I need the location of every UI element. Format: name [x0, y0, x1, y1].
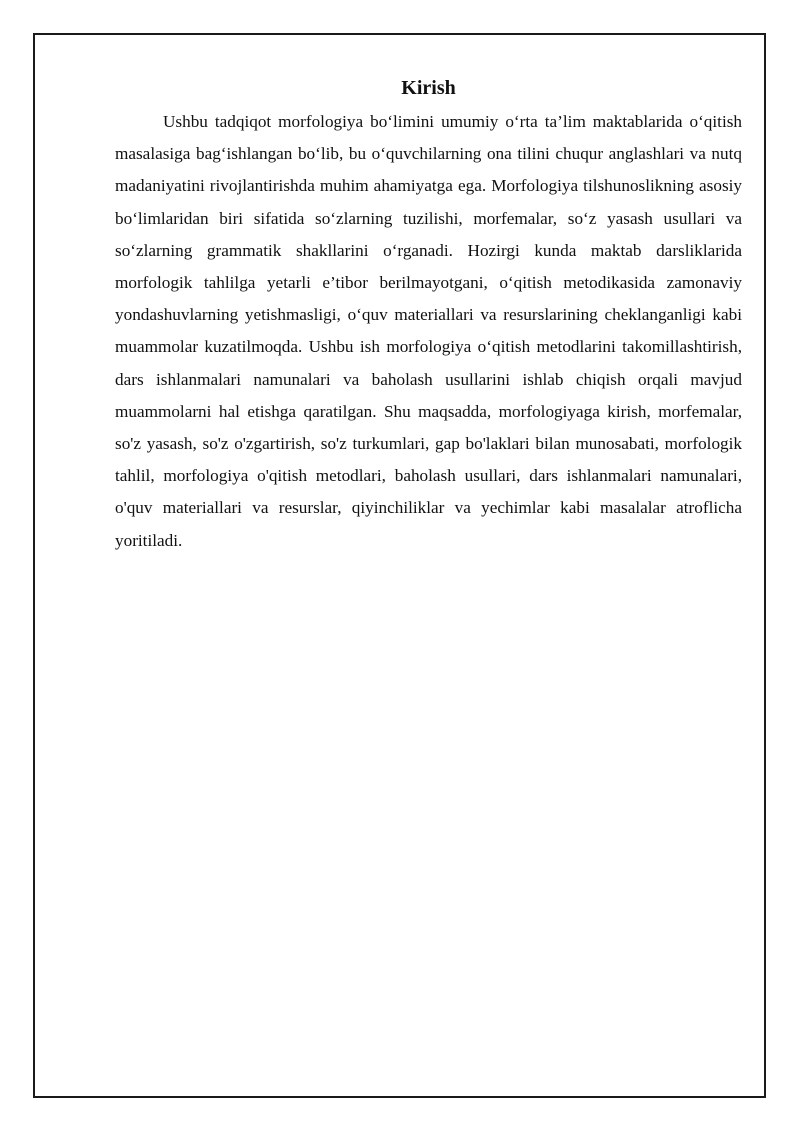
body-paragraph: Ushbu tadqiqot morfologiya bo‘limini umumiy o‘rta ta’lim maktablarida o‘qitish masalasiga bag‘ishlangan bo‘lib, bu o‘quvchilarning ona tilini chuqur anglashlari va nutq madaniyatini rivojlantirishda muhim ahamiyatga ega. Morfologiya tilshunoslikning asosiy bo‘limlaridan biri sifatida so‘zlarning tuzilishi, morfemalar, so‘z yasash usullari va so‘zlarning grammatik shakllarini o‘rganadi. Hozirgi kunda maktab darsliklarida morfologik tahlilga yetarli e’tibor berilmayotgani, o‘qitish metodikasida zamonaviy yondashuvlarning yetishmasligi, o‘quv materiallari va resurslarining cheklanganligi kabi muammolar kuzatilmoqda. Ushbu ish morfologiya o‘qitish metodlarini takomillashtirish, dars ishlanmalari namunalari va baholash usullarini ishlab chiqish orqali mavjud muammolarni hal etishga qaratilgan. Shu maqsadda, morfologiyaga kirish, morfemalar, so'z yasash, so'z o'zgartirish, so'z turkumlari, gap bo'laklari bilan munosabati, morfologik tahlil, morfologiya o'qitish metodlari, baholash usullari, dars ishlanmalari namunalari, o'quv materiallari va resurslar, qiyinchiliklar va yechimlar kabi masalalar atroflicha yoritiladi.: [115, 112, 742, 550]
section-heading: Kirish: [401, 77, 456, 99]
page-content: [115, 74, 742, 557]
